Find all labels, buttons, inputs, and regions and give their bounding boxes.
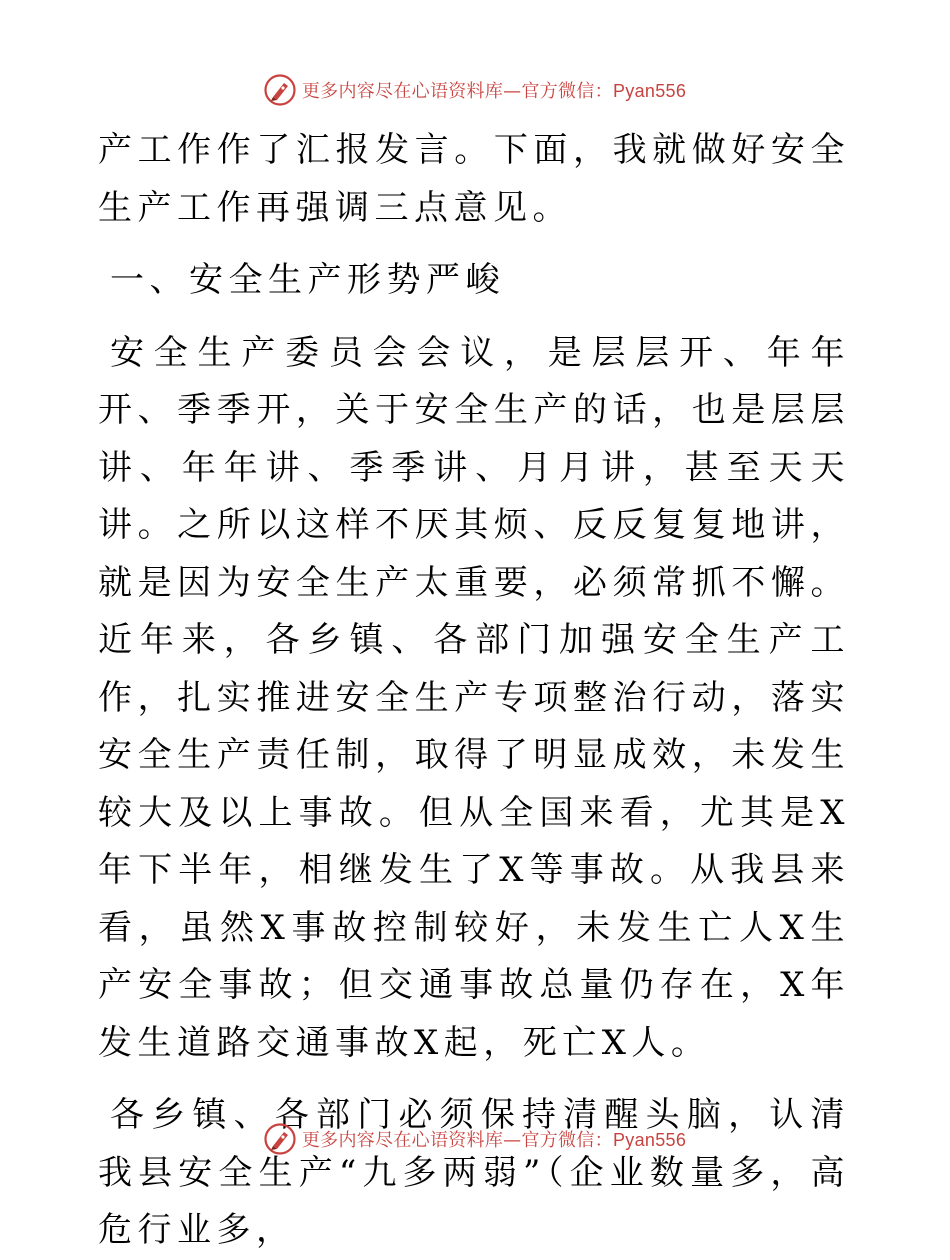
watermark-id: Pyan556: [612, 81, 687, 101]
watermark-text: 更多内容尽在心语资料库—官方微信：Pyan556: [301, 1130, 687, 1151]
header-watermark: [0, 70, 950, 110]
section-heading: 一、安全生产形势严峻: [110, 260, 505, 300]
document-body: [98, 122, 850, 1260]
watermark-text: 更多内容尽在心语资料库—官方微信：Pyan556: [301, 81, 687, 102]
footer-watermark: [0, 1119, 950, 1159]
paragraph: 产工作作了汇报发言。下面，我就做好安全生产工作再强调三点意见。: [98, 130, 850, 228]
watermark-id: Pyan556: [612, 1130, 687, 1150]
paragraph: 各乡镇、各部门必须保持清醒头脑，认清我县安全生产“九多两弱”（企业数量多，高危行业多，: [98, 1095, 850, 1250]
paragraph: 安全生产委员会会议，是层层开、年年开、季季开，关于安全生产的话，也是层层讲、年年讲、季季讲、月月讲，甚至天天讲。之所以这样不厌其烦、反反复复地讲，就是因为安全生产太重要，必须常抓不懈。近年来，各乡镇、各部门加强安全生产工作，扎实推进安全生产专项整治行动，落实安全生产责任制，取得了明显成效，未发生较大及以上事故。但从全国来看，尤其是X年下半年，相继发生了X等事故。从我县来看，虽然X事故控制较好，未发生亡人X生产安全事故；但交通事故总量仍存在，X年发生道路交通事故X起，死亡X人。: [98, 332, 850, 1063]
pen-nib-logo-icon: [264, 74, 296, 106]
pen-nib-logo-icon: [264, 1123, 296, 1155]
